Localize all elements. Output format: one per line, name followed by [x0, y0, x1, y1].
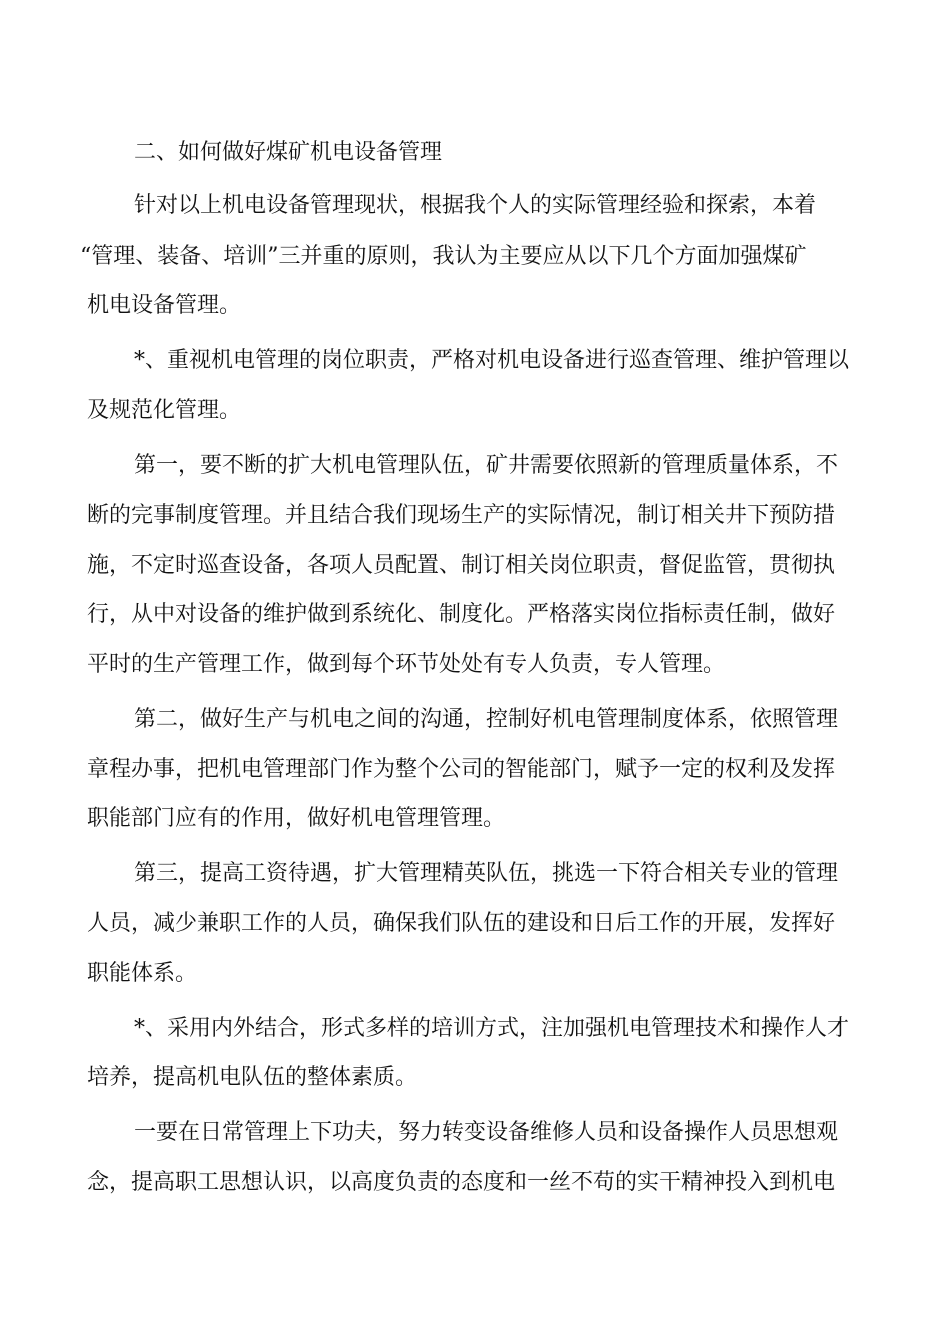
first-line-1: 第一，要不断的扩大机电管理队伍，矿井需要依照新的管理质量体系，不: [134, 453, 839, 478]
paragraph-line: [0, 907, 950, 941]
paragraph-line: [0, 289, 950, 323]
paragraph-line: [0, 1116, 950, 1150]
paragraph-line: [0, 648, 950, 682]
section-heading: [0, 136, 950, 170]
first-line-5: 平时的生产管理工作，做到每个环节处处有专人负责，专人管理。: [87, 652, 726, 677]
paragraph-line: [0, 549, 950, 583]
paragraph-line: [0, 1166, 950, 1200]
paragraph-line: [0, 1012, 950, 1046]
paragraph-line: [0, 189, 950, 223]
paragraph-line: [0, 598, 950, 632]
second-line-3: 职能部门应有的作用，做好机电管理管理。: [87, 806, 506, 831]
section-2-line-2: 培养，提高机电队伍的整体素质。: [87, 1065, 418, 1090]
third-line-2: 人员，减少兼职工作的人员，确保我们队伍的建设和日后工作的开展，发挥好: [87, 911, 836, 936]
paragraph-line: [0, 344, 950, 378]
training-line-1: 一要在日常管理上下功夫，努力转变设备维修人员和设备操作人员思想观: [134, 1120, 839, 1145]
third-line-1: 第三，提高工资待遇，扩大管理精英队伍，挑选一下符合相关专业的管理: [134, 861, 839, 886]
second-line-1: 第二，做好生产与机电之间的沟通，控制好机电管理制度体系，依照管理: [134, 707, 839, 732]
first-line-2: 断的完事制度管理。并且结合我们现场生产的实际情况，制订相关井下预防措: [87, 503, 836, 528]
paragraph-line: [0, 802, 950, 836]
third-line-3: 职能体系。: [87, 961, 198, 986]
training-line-2: 念，提高职工思想认识，以高度负责的态度和一丝不苟的实干精神投入到机电: [87, 1170, 836, 1195]
paragraph-line: [0, 449, 950, 483]
section-heading-text: 二、如何做好煤矿机电设备管理: [134, 140, 443, 165]
section-1-line-2: 及规范化管理。: [87, 398, 242, 423]
paragraph-line: [0, 857, 950, 891]
paragraph-line: [0, 753, 950, 787]
intro-line-3: 机电设备管理。: [87, 293, 242, 318]
paragraph-line: [0, 957, 950, 991]
intro-line-1: 针对以上机电设备管理现状，根据我个人的实际管理经验和探索，本着: [134, 193, 817, 218]
section-2-line-1: *、采用内外结合，形式多样的培训方式，注加强机电管理技术和操作人才: [134, 1016, 850, 1041]
paragraph-line: [0, 240, 950, 274]
first-line-3: 施，不定时巡查设备，各项人员配置、制订相关岗位职责，督促监管，贯彻执: [87, 553, 836, 578]
paragraph-line: [0, 1061, 950, 1095]
first-line-4: 行，从中对设备的维护做到系统化、制度化。严格落实岗位指标责任制，做好: [87, 602, 836, 627]
paragraph-line: [0, 499, 950, 533]
paragraph-line: [0, 394, 950, 428]
second-line-2: 章程办事，把机电管理部门作为整个公司的智能部门，赋予一定的权利及发挥: [87, 757, 836, 782]
intro-line-2: “管理、装备、培训”三并重的原则，我认为主要应从以下几个方面加强煤矿: [80, 244, 807, 269]
section-1-line-1: *、重视机电管理的岗位职责，严格对机电设备进行巡查管理、维护管理以: [134, 348, 850, 373]
paragraph-line: [0, 703, 950, 737]
